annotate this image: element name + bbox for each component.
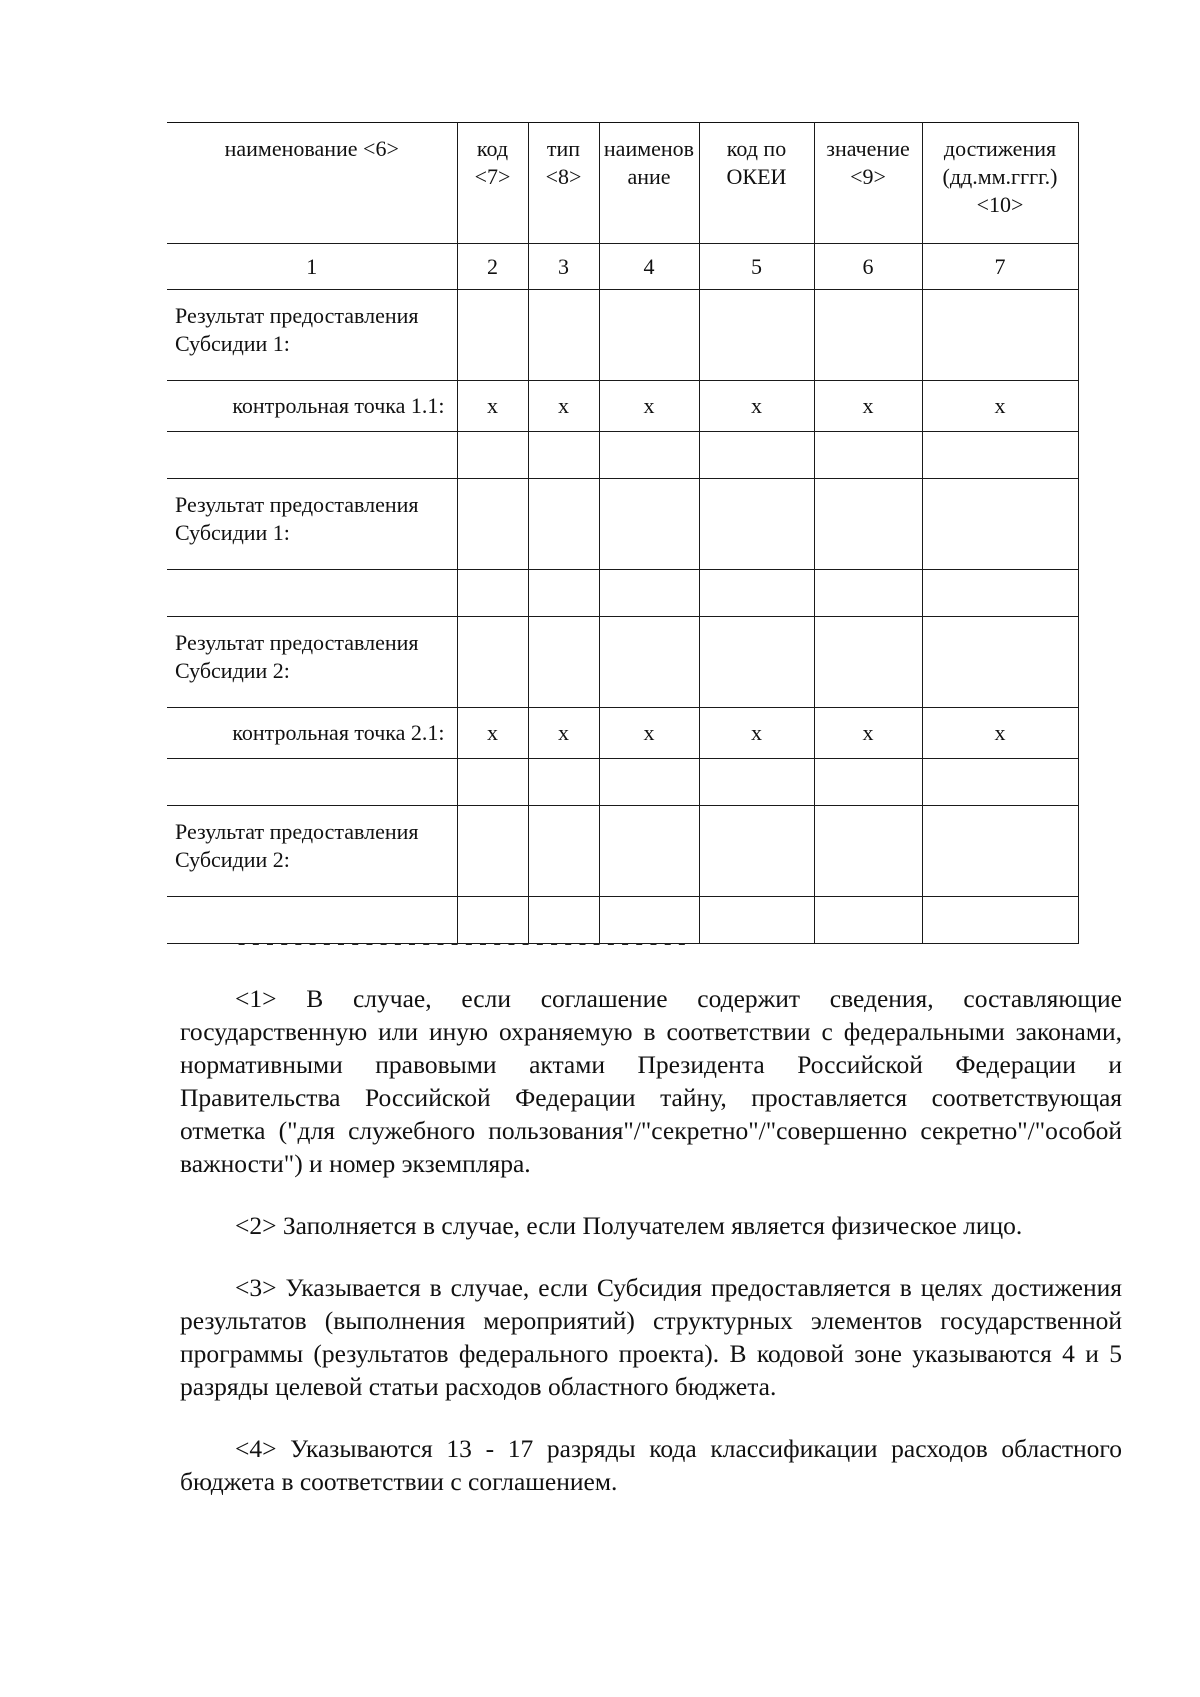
table-cell [599, 617, 699, 708]
footnote-2: <2> Заполняется в случае, если Получателем является физическое лицо. [235, 1211, 1023, 1240]
result-name-cell: Результат предоставления Субсидии 2: [167, 806, 457, 897]
table-cell [528, 759, 599, 806]
result-name-cell: Результат предоставления Субсидии 1: [167, 479, 457, 570]
table-cell [814, 290, 922, 381]
column-number-cell: 2 [457, 244, 528, 290]
table-cell [457, 479, 528, 570]
checkpoint-mark-cell: x [699, 708, 814, 759]
footnote-separator: -------------------------------- [235, 932, 690, 957]
table-cell [528, 806, 599, 897]
table-cell [528, 617, 599, 708]
checkpoint-mark-cell: x [457, 708, 528, 759]
table-cell [599, 570, 699, 617]
table-cell [922, 806, 1078, 897]
table-cell [599, 290, 699, 381]
table-cell [528, 290, 599, 381]
table-cell [167, 759, 457, 806]
table-cell [922, 479, 1078, 570]
result-name-cell: Результат предоставления Субсидии 1: [167, 290, 457, 381]
header-cell: наименование [599, 123, 699, 244]
footnote-3: <3> Указывается в случае, если Субсидия предоставляется в целях достижения результатов (выполнения мероприятий) структурных элементов государственной программы (результатов федерального проекта). В кодовой зоне указываются 4 и 5 разряды целевой статьи расходов областного бюджета. [180, 1273, 1122, 1401]
blank-row [167, 432, 1078, 479]
table-cell [457, 290, 528, 381]
table-cell [167, 432, 457, 479]
table-cell [699, 432, 814, 479]
table-cell [528, 432, 599, 479]
table-cell [457, 570, 528, 617]
table-cell [167, 570, 457, 617]
result-row [167, 617, 1078, 708]
result-row [167, 290, 1078, 381]
column-number-cell: 7 [922, 244, 1078, 290]
table-cell [599, 806, 699, 897]
checkpoint-name-cell: контрольная точка 2.1: [167, 708, 457, 759]
header-cell: наименование <6> [167, 123, 457, 244]
table-header-row [167, 123, 1078, 244]
table-cell [457, 806, 528, 897]
table-cell [699, 617, 814, 708]
checkpoint-mark-cell: x [922, 381, 1078, 432]
header-cell: код по ОКЕИ [699, 123, 814, 244]
blank-row [167, 759, 1078, 806]
header-cell: достижения (дд.мм.гггг.) <10> [922, 123, 1078, 244]
checkpoint-mark-cell: x [814, 381, 922, 432]
table-cell [922, 290, 1078, 381]
table-cell [528, 479, 599, 570]
header-cell: код <7> [457, 123, 528, 244]
table-cell [457, 432, 528, 479]
header-cell: значение <9> [814, 123, 922, 244]
table-cell [699, 570, 814, 617]
table-cell [922, 432, 1078, 479]
checkpoint-mark-cell: x [814, 708, 922, 759]
results-table-body [167, 123, 1078, 944]
results-table [167, 122, 1079, 944]
table-cell [699, 897, 814, 944]
table-cell [814, 897, 922, 944]
footnote-1: <1> В случае, если соглашение содержит сведения, составляющие государственную или иную охраняемую в соответствии с федеральными законами, нормативными правовыми актами Президента Российской Федерации и Правительства Российской Федерации тайну, проставляется соответствующая отметка ("для служебного пользования"/"секретно"/"совершенно секретно"/"особой важности") и номер экземпляра. [180, 984, 1122, 1178]
table-cell [457, 617, 528, 708]
table-cell [922, 617, 1078, 708]
column-number-row [167, 244, 1078, 290]
result-row [167, 479, 1078, 570]
checkpoint-mark-cell: x [599, 708, 699, 759]
table-cell [528, 570, 599, 617]
header-cell: тип <8> [528, 123, 599, 244]
result-row [167, 806, 1078, 897]
table-cell [699, 290, 814, 381]
checkpoint-mark-cell: x [528, 381, 599, 432]
checkpoint-row [167, 708, 1078, 759]
table-cell [814, 806, 922, 897]
footnotes [180, 982, 1122, 1527]
table-cell [814, 570, 922, 617]
blank-row [167, 570, 1078, 617]
checkpoint-row [167, 381, 1078, 432]
table-cell [699, 479, 814, 570]
table-cell [814, 759, 922, 806]
checkpoint-name-cell: контрольная точка 1.1: [167, 381, 457, 432]
table-cell [922, 570, 1078, 617]
column-number-cell: 6 [814, 244, 922, 290]
table-cell [457, 759, 528, 806]
checkpoint-mark-cell: x [457, 381, 528, 432]
table-cell [699, 806, 814, 897]
table-cell [922, 897, 1078, 944]
footnote-4: <4> Указываются 13 - 17 разряды кода классификации расходов областного бюджета в соответствии с соглашением. [180, 1434, 1122, 1496]
table-cell [599, 432, 699, 479]
table-cell [599, 479, 699, 570]
table-cell [699, 759, 814, 806]
result-name-cell: Результат предоставления Субсидии 2: [167, 617, 457, 708]
column-number-cell: 4 [599, 244, 699, 290]
table-cell [814, 617, 922, 708]
table-cell [814, 479, 922, 570]
table-cell [599, 759, 699, 806]
checkpoint-mark-cell: x [599, 381, 699, 432]
checkpoint-mark-cell: x [922, 708, 1078, 759]
table-cell [814, 432, 922, 479]
column-number-cell: 1 [167, 244, 457, 290]
column-number-cell: 5 [699, 244, 814, 290]
checkpoint-mark-cell: x [528, 708, 599, 759]
table-cell [922, 759, 1078, 806]
checkpoint-mark-cell: x [699, 381, 814, 432]
column-number-cell: 3 [528, 244, 599, 290]
